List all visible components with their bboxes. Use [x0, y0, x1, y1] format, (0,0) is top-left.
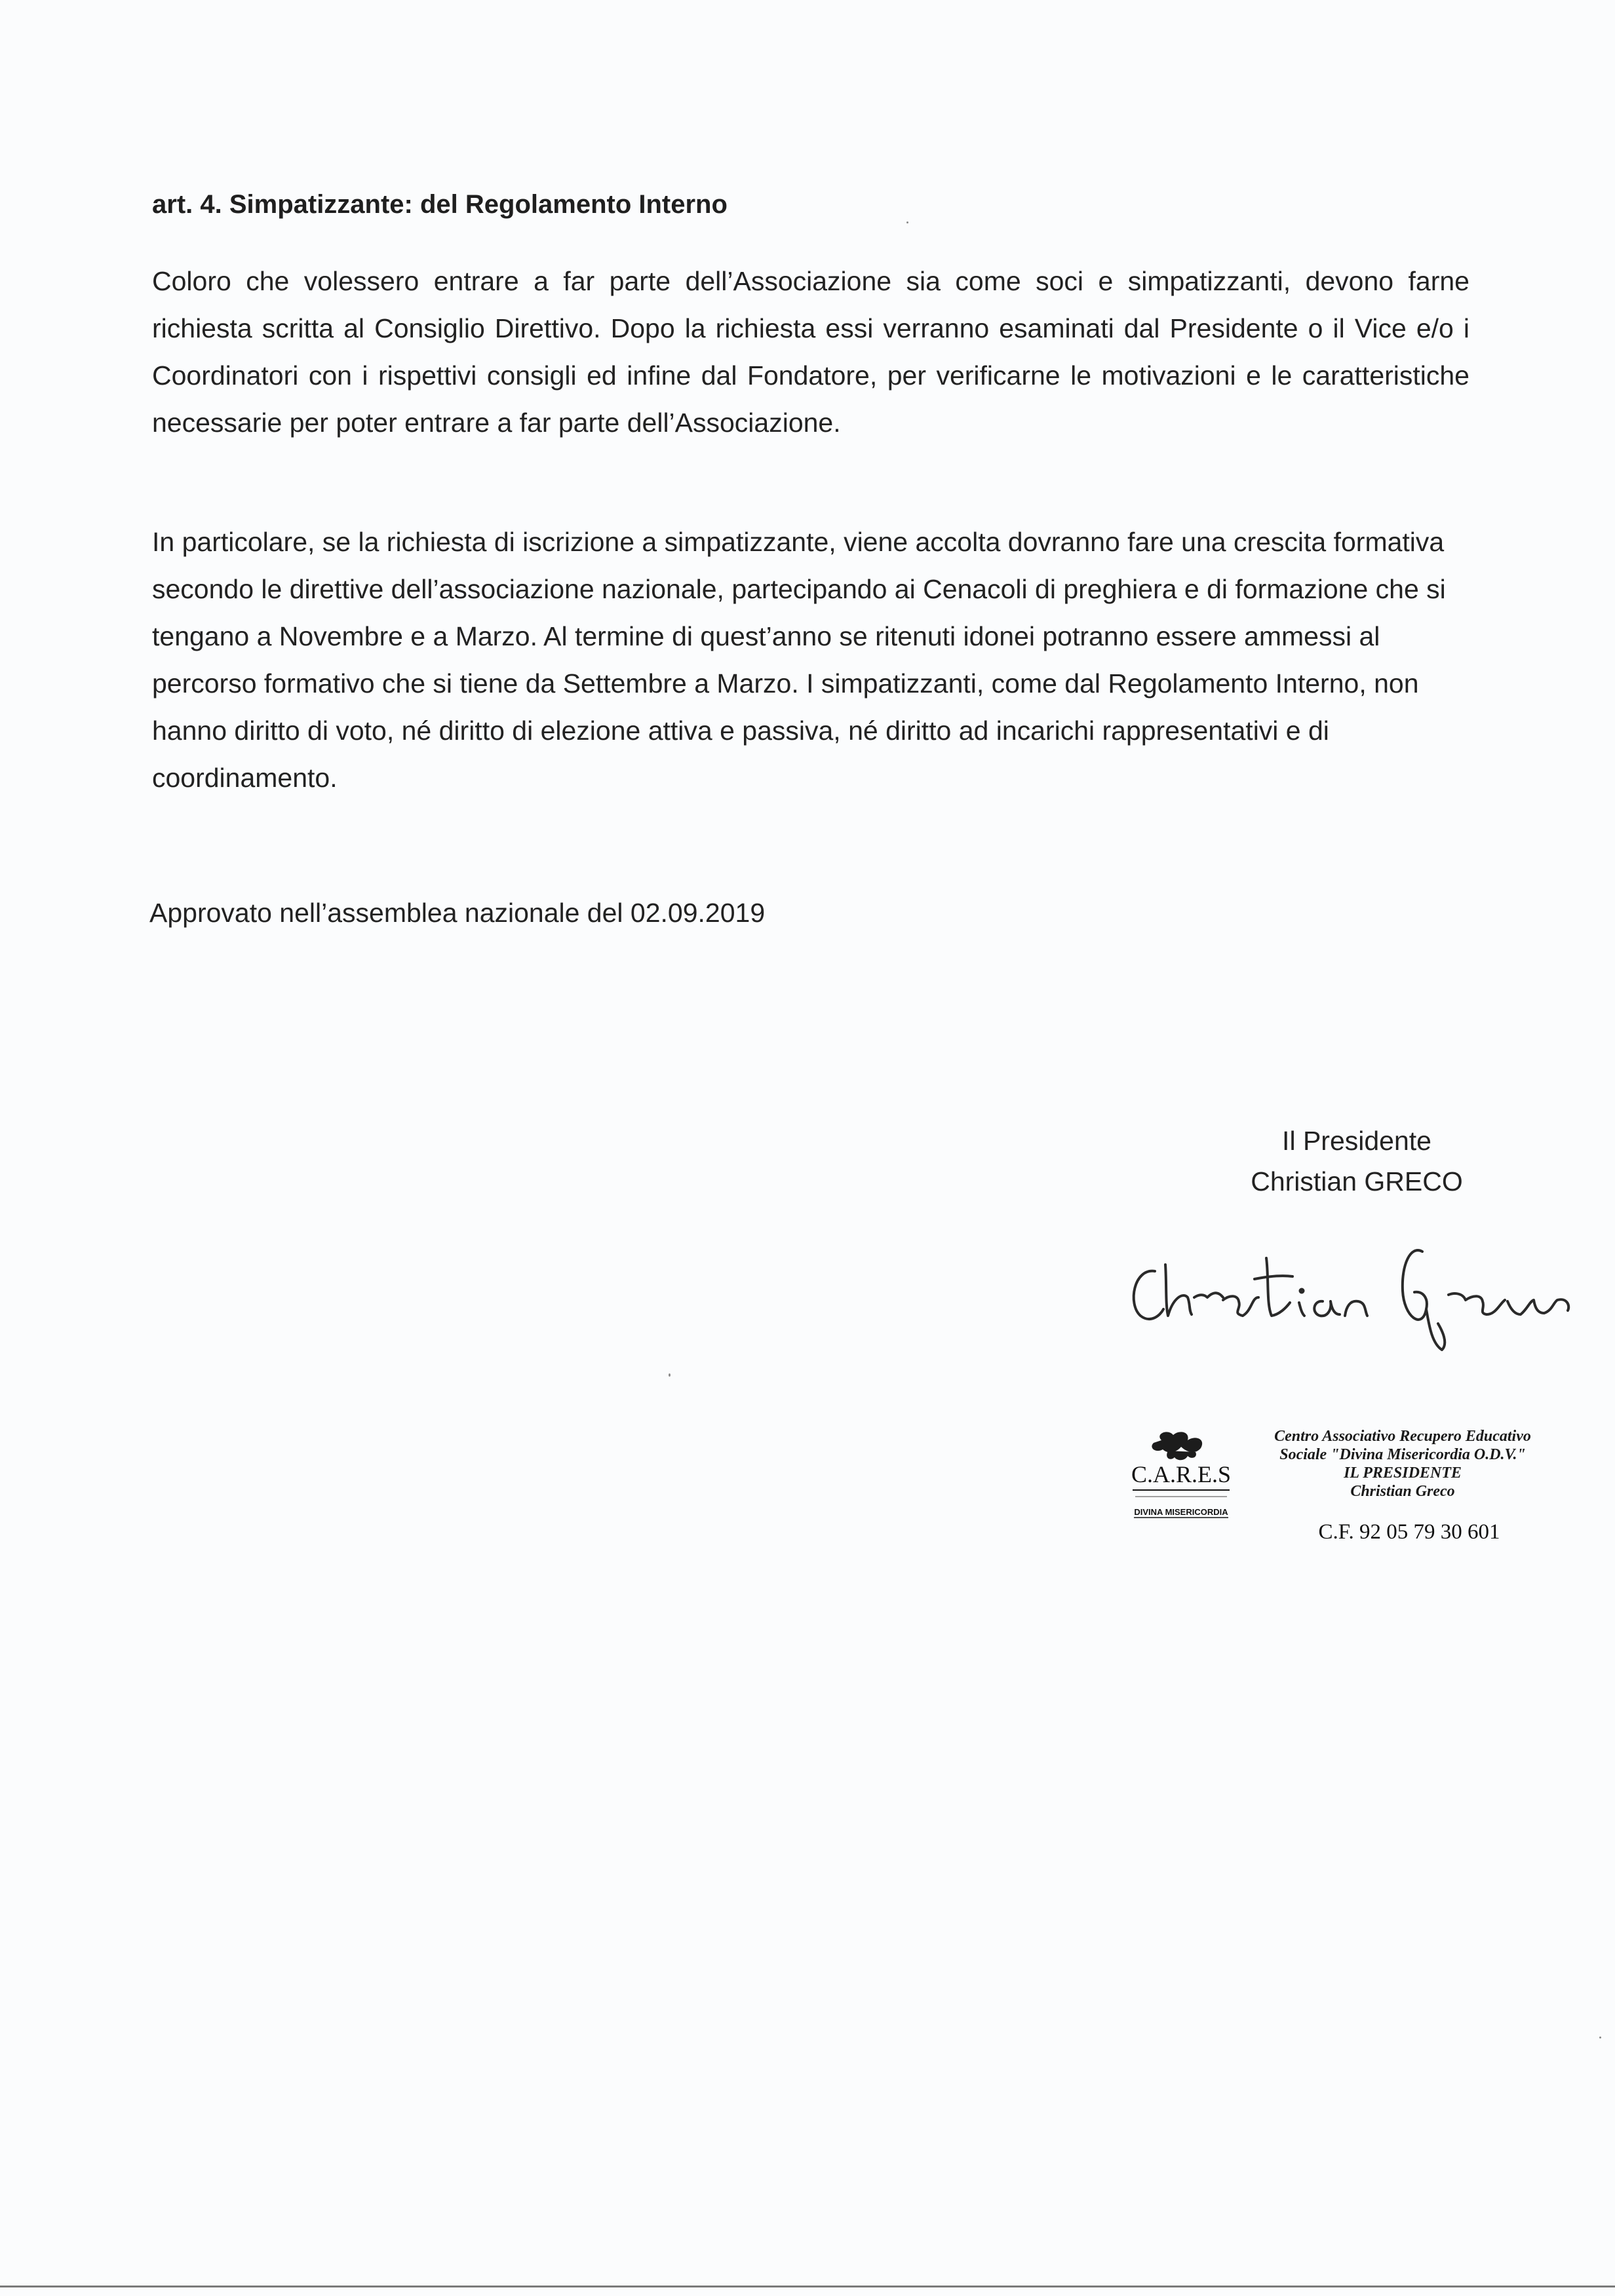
approval-line: Approvato nell’assemblea nazionale del 02.09.2019 [149, 898, 766, 928]
cares-logo-stamp [1122, 1422, 1240, 1527]
paper-speck [906, 221, 908, 223]
signatory-role: Il Presidente [1282, 1126, 1431, 1156]
logo-text: C.A.R.E.S [1131, 1461, 1232, 1487]
paper-speck [1599, 2037, 1601, 2038]
stamp-line-3: IL PRESIDENTE [1344, 1464, 1462, 1482]
signatory-block [1245, 1120, 1468, 1202]
paper-speck [669, 1373, 671, 1377]
stamp-line-2: Sociale "Divina Misericordia O.D.V." [1279, 1446, 1526, 1463]
article-heading: art. 4. Simpatizzante: del Regolamento Interno [152, 190, 728, 219]
stamp-line-4: Christian Greco [1350, 1483, 1455, 1500]
logo-subtext: DIVINA MISERICORDIA [1134, 1507, 1228, 1517]
paragraph-membership-request: Coloro che volessero entrare a far parte dell’Associazione sia come soci e simpatizzanti, devono farne richiesta scritta al Consiglio Direttivo. Dopo la richiesta essi verranno esaminati dal Presidente o il Vice e/o i Coordinatori con i rispettivi consigli ed infine dal Fondatore, per verificarne le motivazioni e le caratteristiche necessarie per poter entrare a far parte dell’Associazione. [152, 266, 1469, 438]
stamp-line-1: Centro Associativo Recupero Educativo [1274, 1428, 1531, 1445]
stamp-text-block [1232, 1427, 1573, 1501]
stamp-fiscal-code: C.F. 92 05 79 30 601 [1318, 1520, 1500, 1544]
signatory-name: Christian GRECO [1251, 1166, 1463, 1196]
paragraph-sympathizer-details: In particolare, se la richiesta di iscrizione a simpatizzante, viene accolta dovranno fare una crescita formativa secondo le direttive dell’associazione nazionale, partecipando ai Cenacoli di preghiera e di formazione che si tengano a Novembre e a Marzo. Al termine di quest’anno se ritenuti idonei potranno essere ammessi al percorso formativo che si tiene da Settembre a Marzo. I simpatizzanti, come dal Regolamento Interno, non hanno diritto di voto, né diritto di elezione attiva e passiva, né diritto ad incarichi rappresentativi e di coordinamento. [152, 527, 1446, 793]
scan-bottom-edge [0, 2286, 1615, 2287]
handwritten-signature [1114, 1232, 1593, 1363]
